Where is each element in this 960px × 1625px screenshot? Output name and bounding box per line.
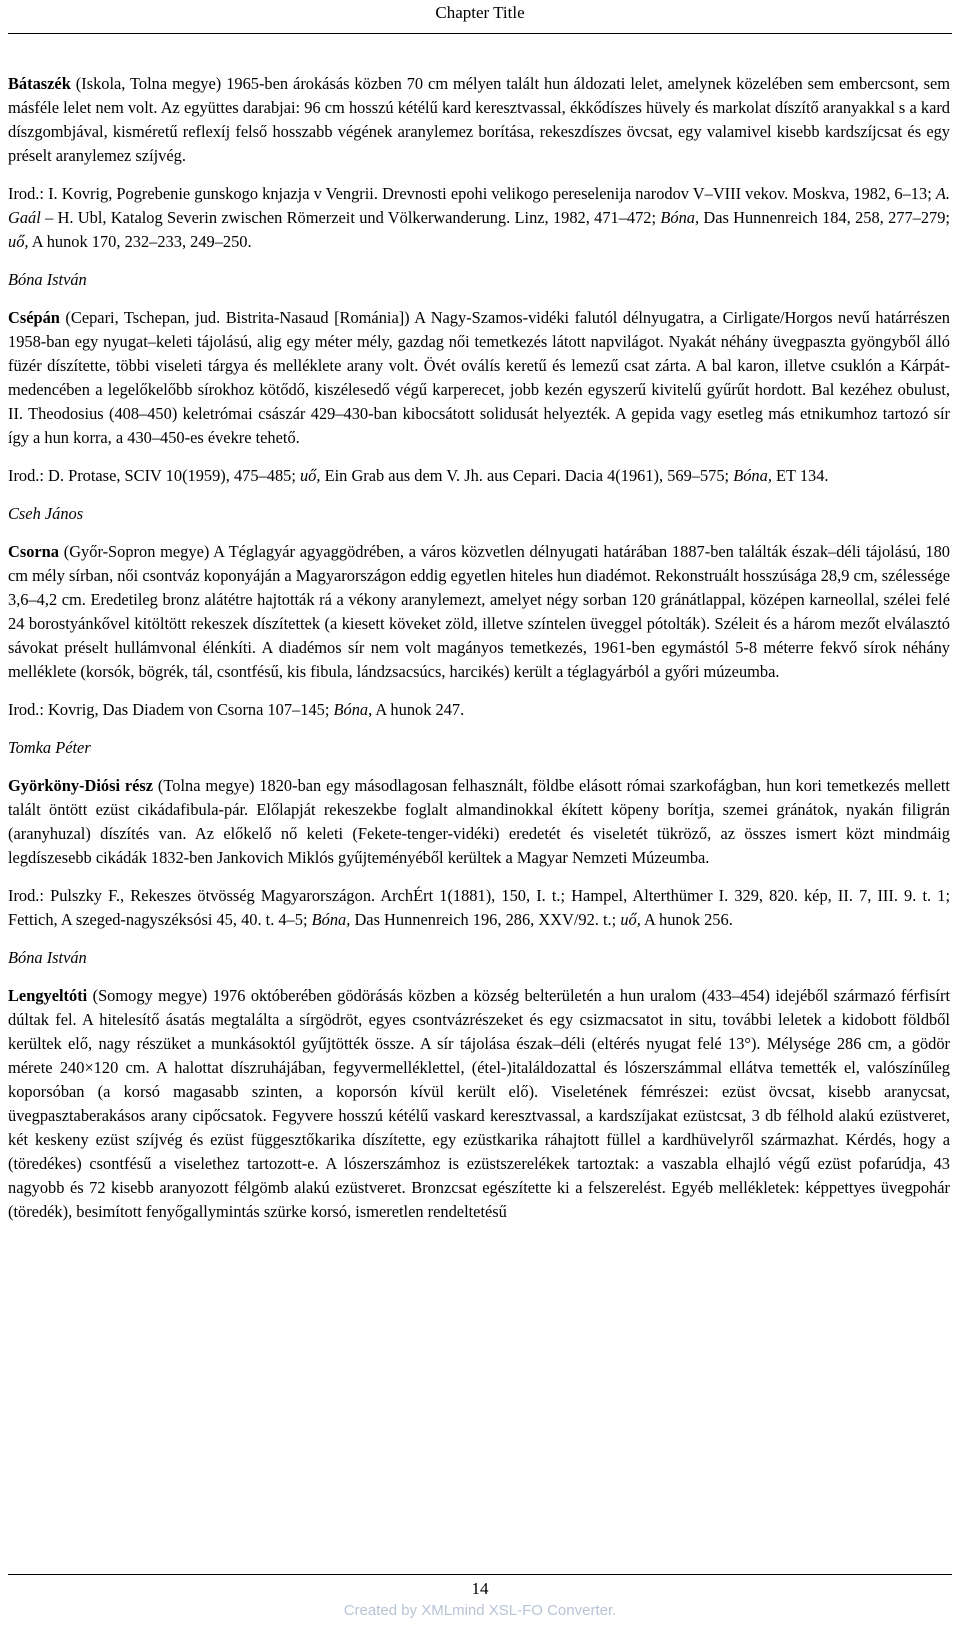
bibliography-text: Ein Grab aus dem V. Jh. aus Cepari. Dacia 4(1961), 569–575;: [320, 466, 734, 485]
bibliography-italic: uő,: [620, 910, 641, 929]
footer-rule: [8, 1574, 952, 1575]
bibliography-italic: uő,: [299, 466, 321, 485]
entry-body: (Somogy megye) 1976 októberében gödörásás közben a község belterületén a hun uralom (433–454) idejéből származó férfisírt dúltak fel. A hitelesítő ásatás megtalálta a sírgödröt, egyes csontvázrészeket és egy csizmacsatot in situ, további leletek a kidobott földből kerültek elő, nagy részüket a munkásoktól gyűjtötték össze. A sír tájolása észak–déli (eltérés nyugat felé 13°). Mélysége 286 cm, a gödör mérete 240×120 cm. A halottat díszruhájában, fegyvermelléklettel, (étel-)italáldozattal és lószerszámmal ellátva temették el, valószínűleg koporsóban (a korsó magasabb szinten, a koporsón kívül került elő). Viseletének fémrészei: ezüst övcsat, kisebb aranycsat, üvegpasztaberakásos arany cipőcsatok. Fegyvere hosszú kétélű vaskard keresztvassal, a kardszíjakat ezüstcsat, 3 db félhold alakú ezüstveret, két keskeny ezüst szíjvég és ezüst függesztőkarika díszítette, egy ezüstkarika ráhajtott füllel a kardhüvelyről származhat. Kérdés, hogy a (töredékes) csontfésű a viselethez tartozott-e. A lószerszámhoz is ezüstszerelékek tartoztak: a vaszabla elhajló végű ezüst pofarúdja, 43 nagyobb és 72 kisebb aranyozott félgömb alakú ezüstveret. Bronzcsat egészítette ki a felszerelést. Egyéb mellékletek: képpettyes üvegpohár (töredék), besimított fenyőgallymintás szürke korsó, ismeretlen rendeltetésű: [8, 986, 950, 1221]
bibliography: [8, 884, 950, 932]
bibliography-text: Irod.: I. Kovrig, Pogrebenie gunskogo knjazja v Vengrii. Drevnosti epohi velikogo pereselenija narodov V–VIII vekov. Moskva, 1982, 6–13;: [8, 184, 936, 203]
entry-paragraph: [8, 774, 950, 870]
entry-paragraph: [8, 306, 950, 450]
entry-term: Bátaszék: [8, 74, 71, 93]
page-number: 14: [471, 1579, 489, 1598]
bibliography-italic: Bóna,: [333, 700, 373, 719]
bibliography-italic: Bóna,: [311, 910, 351, 929]
bibliography-italic: A. Gaál –: [8, 184, 950, 227]
bibliography: [8, 182, 950, 254]
entry-body: (Tolna megye) 1820-ban egy másodlagosan felhasznált, földbe elásott római szarkofágban, hun kori temetkezés mellett talált öntött ezüst cikádafibula-pár. Előlapját rekeszekbe foglalt almandinokkal ékített köpeny borítja, szemei gránátok, nyakán filigrán (aranyhuzal) díszítés van. Az előkelő nő keleti (Fekete-tenger-vidéki) eredetét és viseletét tükröző, az összes ismert közt mindmáig legdíszesebb cikádák 1832-ben Jankovich Miklós gyűjteményéből kerültek a Magyar Nemzeti Múzeumba.: [8, 776, 950, 867]
entry-body: (Győr-Sopron megye) A Téglagyár agyaggödrében, a város közvetlen délnyugati határában 1887-ben találták észak–déli tájolású, 180 cm mély sírban, női csontváz koponyáján a Magyarországon eddig egyetlen hiteles hun diadémot. Rekonstruált hosszúsága 28,9 cm, szélessége 3,6–4,2 cm. Eredetileg bronz alátétre hajtották rá a vékony aranylemezt, amelyet négy sorban 120 gránátlappal, középen karneollal, szélei felé 24 borostyánkővel kitöltött rekeszek díszítettek (a kiesett köveket zöld, illetve színtelen üveggel pótolták). Széleit és a három mezőt elválasztó sávokat préselt hullámvonal élénkíti. A diadémos sír nem volt magányos temetkezés, 1961-ben egymástól 5-8 méterre fekvő sírok néhány melléklete (korsók, bögrék, tál, csontfésű, kis fibula, lándzsacsúcs, harcikés) került a téglagyárból a győri múzeumba.: [8, 542, 950, 681]
running-header: Chapter Title: [435, 3, 525, 22]
bibliography-text: Irod.: D. Protase, SCIV 10(1959), 475–485;: [8, 466, 300, 485]
entry-paragraph: [8, 540, 950, 684]
bibliography-text: Das Hunnenreich 184, 258, 277–279;: [699, 208, 950, 227]
entry-term: Györköny-Diósi rész: [8, 776, 154, 795]
bibliography-text: A hunok 247.: [372, 700, 465, 719]
entry-paragraph: [8, 984, 950, 1224]
entry-paragraph: [8, 72, 950, 168]
bibliography-text: A hunok 170, 232–233, 249–250.: [28, 232, 252, 251]
credit-prefix: Created by: [343, 1602, 422, 1619]
entry-body: (Iskola, Tolna megye) 1965-ben árokásás közben 70 cm mélyen talált hun áldozati lelet, amelynek közelében sem embercsont, sem másféle lelet nem volt. Az együttes darabjai: 96 cm hosszú kétélű kard keresztvassal, ékkődíszes hüvely és markolat díszítő aranyakkal s a kard díszgombjával, kisméretű reflexíj felső hosszabb végének aranylemez borítása, rekeszdíszes övcsat, egy valamivel kisebb kardszíjcsat és egy préselt aranylemez szíjvég.: [8, 74, 950, 165]
entry-term: Lengyeltóti: [8, 986, 88, 1005]
bibliography-text: Irod.: Pulszky F., Rekeszes ötvösség Magyarországon. ArchÉrt 1(1881), 150, I. t.; Hampel, Alterthümer I. 329, 820. kép, II. 7, III. 9. t. 1; Fettich, A szeged-nagyszéksósi 45, 40. t. 4–5;: [8, 886, 950, 929]
header-rule: [8, 33, 952, 34]
entry-author: Bóna István: [8, 948, 87, 967]
converter-credit: [0, 1601, 960, 1621]
bibliography-italic: Bóna,: [733, 466, 772, 485]
entry-author: Bóna István: [8, 270, 87, 289]
bibliography-text: Das Hunnenreich 196, 286, XXV/92. t.;: [350, 910, 621, 929]
bibliography-italic: uő,: [8, 232, 29, 251]
bibliography-text: ET 134.: [771, 466, 829, 485]
bibliography-text: A hunok 256.: [640, 910, 733, 929]
entry-term: Csorna: [8, 542, 59, 561]
entry-body: (Cepari, Tschepan, jud. Bistrita-Nasaud [Románia]) A Nagy-Szamos-vidéki falutól délnyugatra, a Cirligate/Horgos nevű határrészen 1958-ban egy nyugat–keleti tájolású, alig egy méter mély, gazdag női temetkezés látott napvilágot. Nyakát néhány üvegpaszta gyöngyből álló füzér díszítette, többi viseleti tárgya és melléklete arany volt. Övét oválís keretű és lemezű csat zárta. A bal karon, illetve csuklón a Kárpát-medencében a legelőkelőbb sírokhoz kötődő, kiszélesedő végű karperecet, jobb kezén egyszerű kivitelű gyűrűt hordott. Bal kezéhez obulust, II. Theodosius (408–450) keletrómai császár 429–430-ban kibocsátott solidusát helyezték. A gepida vagy esetleg más etnikumhoz tartozó sír így a hun korra, a 430–450-es évekre tehető.: [8, 308, 950, 447]
entry-author: Cseh János: [8, 504, 84, 523]
credit-brand: XMLmind XSL-FO Converter: [421, 1602, 613, 1619]
credit-suffix: .: [612, 1602, 617, 1619]
page-content: [8, 72, 950, 1238]
bibliography-text: Irod.: Kovrig, Das Diadem von Csorna 107–145;: [8, 700, 334, 719]
entry-author: Tomka Péter: [8, 738, 91, 757]
bibliography-text: H. Ubl, Katalog Severin zwischen Römerzeit und Völkerwanderung. Linz, 1982, 471–472;: [57, 208, 661, 227]
entry-term: Csépán: [8, 308, 60, 327]
bibliography: [8, 698, 950, 722]
bibliography: [8, 464, 950, 488]
bibliography-italic: Bóna,: [660, 208, 700, 227]
